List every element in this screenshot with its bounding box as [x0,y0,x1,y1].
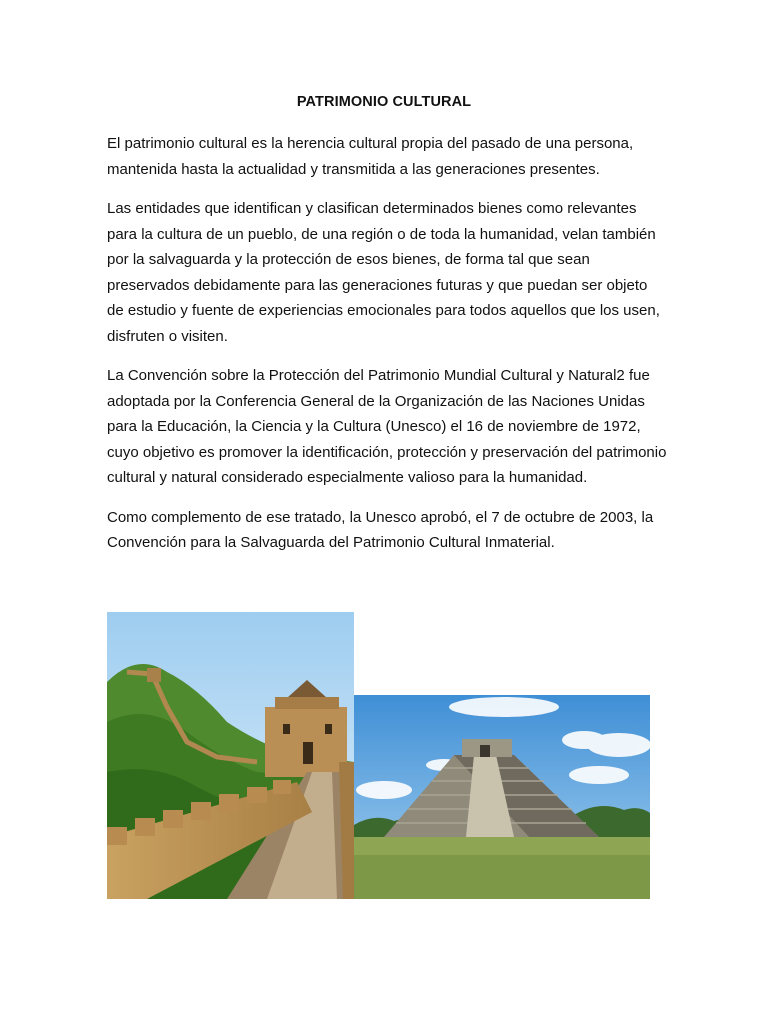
paragraph-3: La Convención sobre la Protección del Patrimonio Mundial Cultural y Natural2 fue adoptada por la Conferencia General de la Organización de las Naciones Unidas para la Educación, la Ciencia y la Cultura (Unesco) el 16 de noviembre de 1972, cuyo objetivo es promover la identificación, protección y preservación del patrimonio cultural y natural considerado especialmente valioso para la humanidad. [107,367,667,486]
paragraph-1: El patrimonio cultural es la herencia cultural propia del pasado de una persona, mantenida hasta la actualidad y transmitida a las generaciones presentes. [107,135,634,178]
paragraph-4: Como complemento de ese tratado, la Unesco aprobó, el 7 de octubre de 2003, la Convención para la Salvaguarda del Patrimonio Cultural Inmaterial. [107,508,654,551]
great-wall-photo [107,612,354,899]
image-collage [107,612,650,899]
paragraph-2: Las entidades que identifican y clasifican determinados bienes como relevantes para la cultura de un pueblo, de una región o de toda la humanidad, velan también por la salvaguarda y la protección de esos bienes, de forma tal que sean preservados debidamente para las generaciones futuras y que puedan ser objeto de estudio y fuente de experiencias emocionales para todos aquellos que los usen, disfruten o visiten. [107,200,660,345]
chichen-itza-pyramid-photo [354,695,650,899]
document-body [107,131,667,570]
page-title: PATRIMONIO CULTURAL [296,94,472,110]
